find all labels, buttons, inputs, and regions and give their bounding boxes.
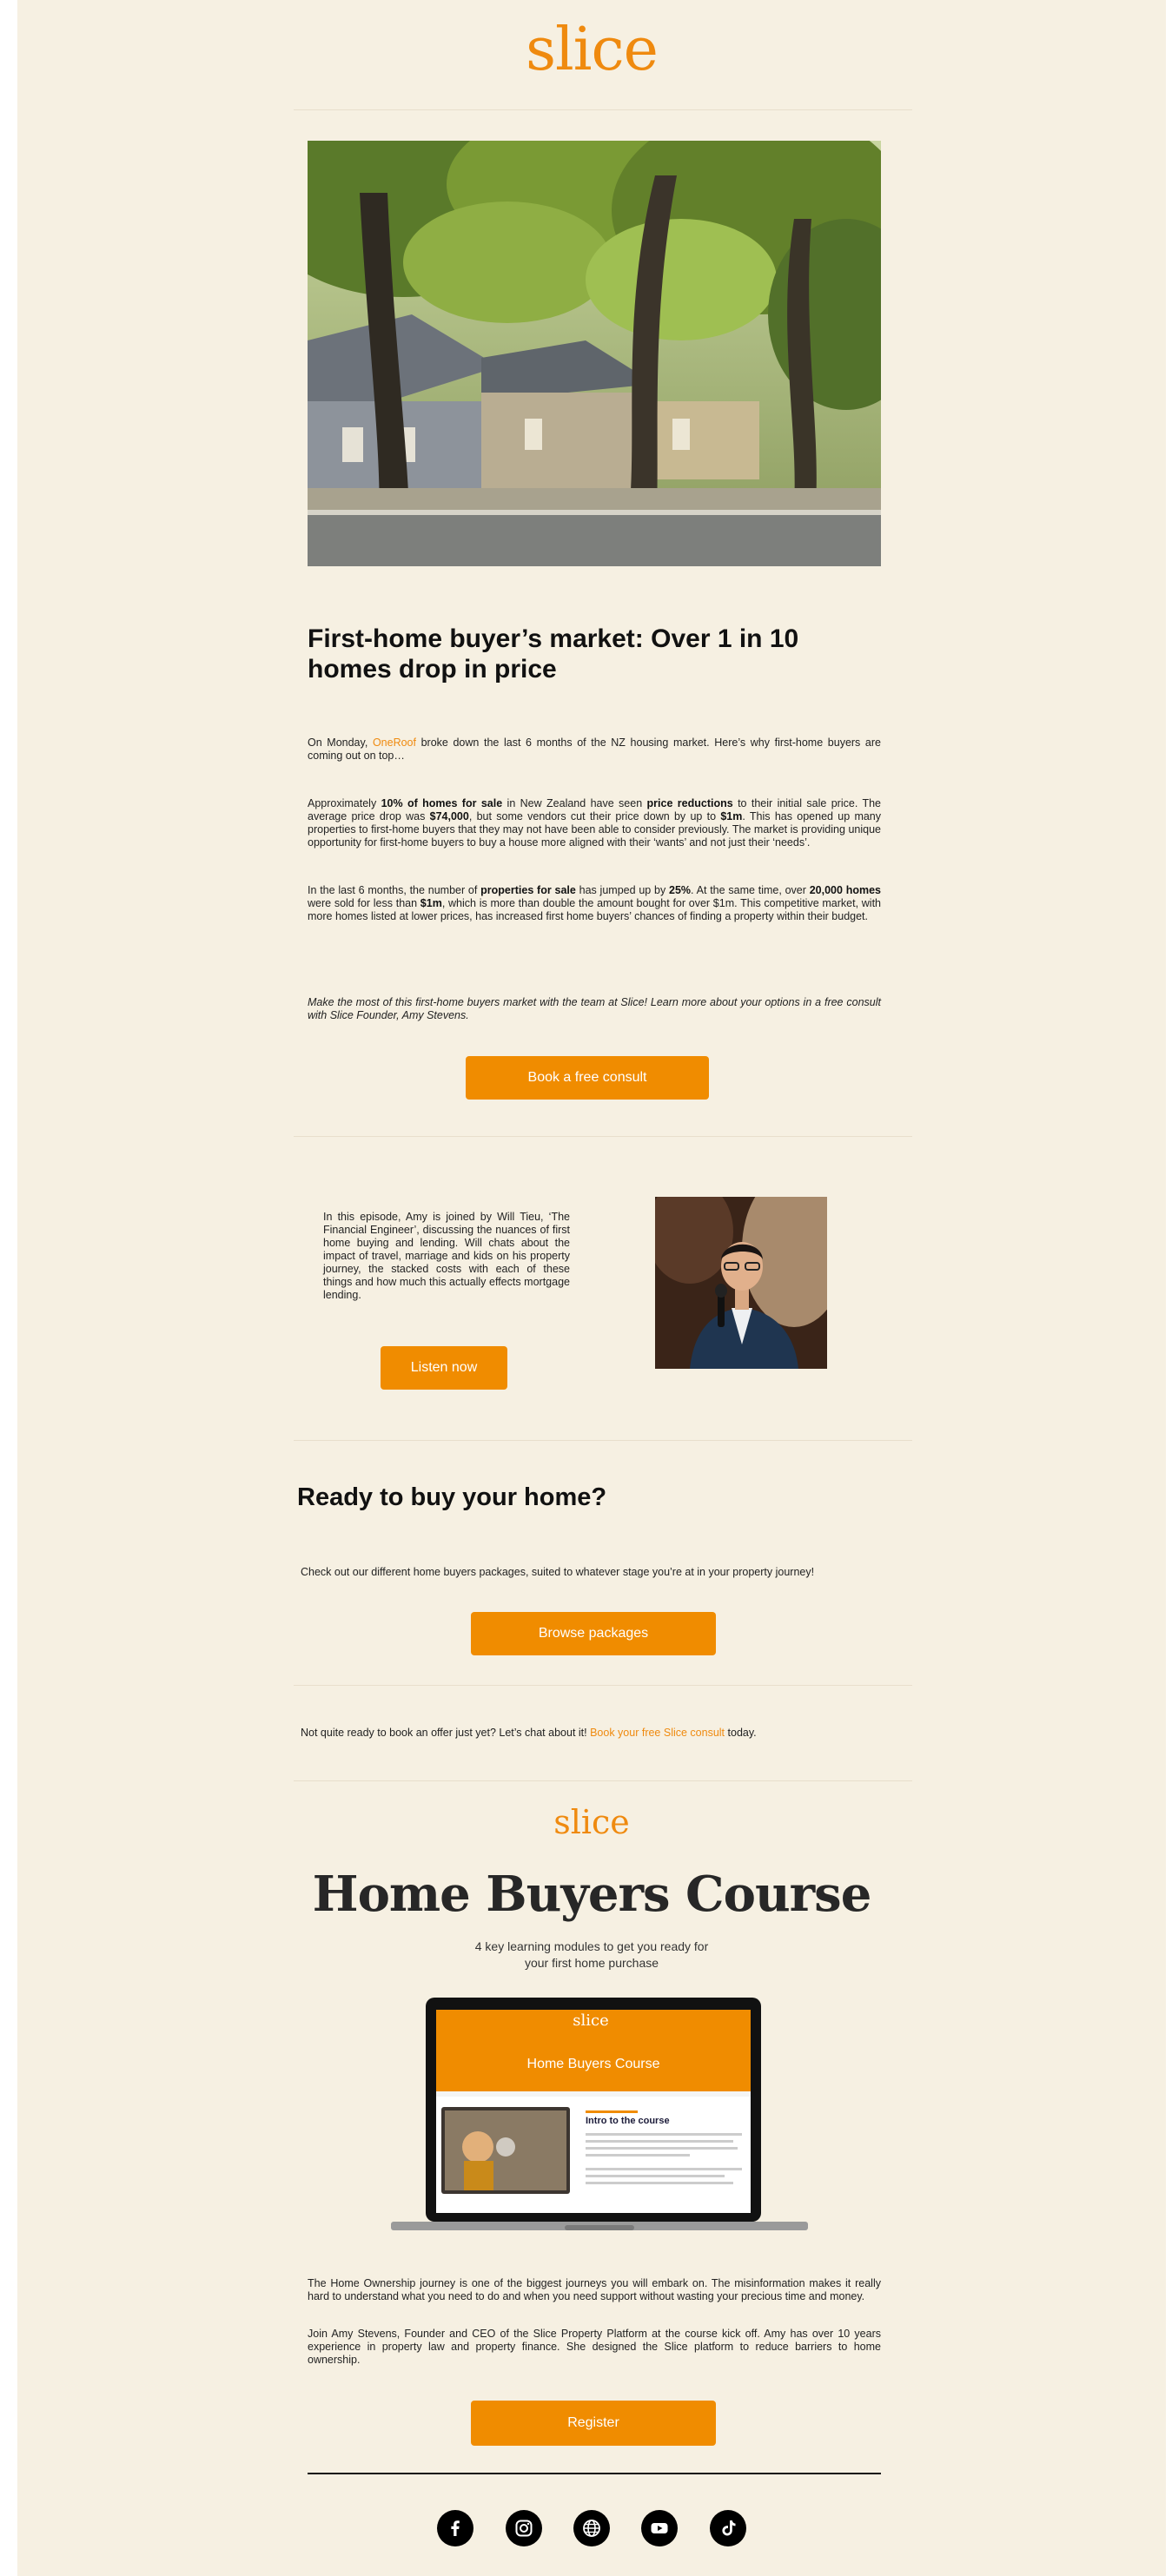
slice-logo[interactable]: slice (526, 16, 658, 84)
footer-divider (308, 2473, 881, 2474)
podcast-text: In this episode, Amy is joined by Will Tieu, ‘The Financial Engineer’, discussing the nuances of first home buying and lending. Will chats about the impact of travel, marriage and kids on his property journey, the stacked costs with each of these things and how much this actually effects mortgage lending. (323, 1211, 570, 1301)
guest-photo[interactable] (655, 1197, 827, 1369)
divider (294, 1136, 912, 1137)
instagram-icon[interactable] (506, 2510, 542, 2546)
email-body (17, 0, 1166, 2576)
course-logo: slice (553, 1803, 630, 1841)
screen-logo: slice (573, 2011, 609, 2030)
screen-banner: Home Buyers Course (526, 2057, 660, 2071)
ready-title: Ready to buy your home? (297, 1483, 607, 1511)
social-links (17, 2510, 1166, 2546)
article-cta-text: Make the most of this first-home buyers market with the team at Slice! Learn more about your options in a free consult with Slice Founder, Amy Stevens. (308, 996, 881, 1021)
ready-text: Check out our different home buyers packages, suited to whatever stage you’re at in your property journey! (301, 1566, 815, 1578)
article-paragraph-3: In the last 6 months, the number of properties for sale has jumped up by 25%. At the same time, over 20,000 homes were sold for less than $1m, which is more than double the amount bought for over $1m. This competitive market, with more homes listed at lower prices, has increased first home buyers’ chances of finding a property within their budget. (308, 884, 882, 922)
course-title: Home Buyers Course (312, 1866, 871, 1923)
divider (294, 1440, 912, 1441)
oneroof-link[interactable]: OneRoof (372, 736, 416, 749)
hero-image[interactable] (308, 141, 881, 566)
laptop-screenshot[interactable] (391, 1998, 808, 2237)
divider (294, 1685, 912, 1686)
youtube-icon[interactable] (641, 2510, 678, 2546)
course-subtitle: 4 key learning modules to get you ready for your first home purchase (474, 1939, 709, 1970)
divider (294, 1780, 912, 1781)
course-paragraph-2: Join Amy Stevens, Founder and CEO of the Slice Property Platform at the course kick off. Amy has over 10 years experience in property law and property finance. She designed the Slice platform to reduce barriers to home ownership. (308, 2328, 881, 2366)
globe-icon[interactable] (573, 2510, 610, 2546)
divider (294, 109, 912, 110)
facebook-icon[interactable] (437, 2510, 473, 2546)
free-consult-link[interactable]: Book your free Slice consult (590, 1727, 725, 1739)
book-consult-button[interactable]: Book a free consult (466, 1056, 709, 1100)
screen-heading: Intro to the course (586, 2116, 670, 2126)
register-button[interactable]: Register (471, 2401, 716, 2446)
listen-now-button[interactable]: Listen now (381, 1346, 507, 1390)
article-title: First-home buyer’s market: Over 1 in 10 homes drop in price (308, 624, 799, 684)
course-paragraph-1: The Home Ownership journey is one of the biggest journeys you will embark on. The misinformation makes it really hard to understand what you need to do and when you need support without wasting your precious time and money. (308, 2277, 881, 2302)
article-paragraph-2: Approximately 10% of homes for sale in New Zealand have seen price reductions to their initial sale price. The average price drop was $74,000, but some vendors cut their price down by up to $1m. This has opened up many properties to first-home buyers that they may not have been able to consider previously. The market is providing unique opportunity for first-home buyers to buy a house more aligned with their ‘wants’ and not just their ‘needs’. (308, 797, 882, 849)
browse-packages-button[interactable]: Browse packages (471, 1612, 716, 1655)
article-paragraph-1: On Monday, OneRoof broke down the last 6 months of the NZ housing market. Here’s why first-home buyers are coming out on top… (308, 736, 881, 762)
consult-text: Not quite ready to book an offer just yet? Let’s chat about it! Book your free Slice consult today. (301, 1727, 757, 1739)
tiktok-icon[interactable] (710, 2510, 746, 2546)
